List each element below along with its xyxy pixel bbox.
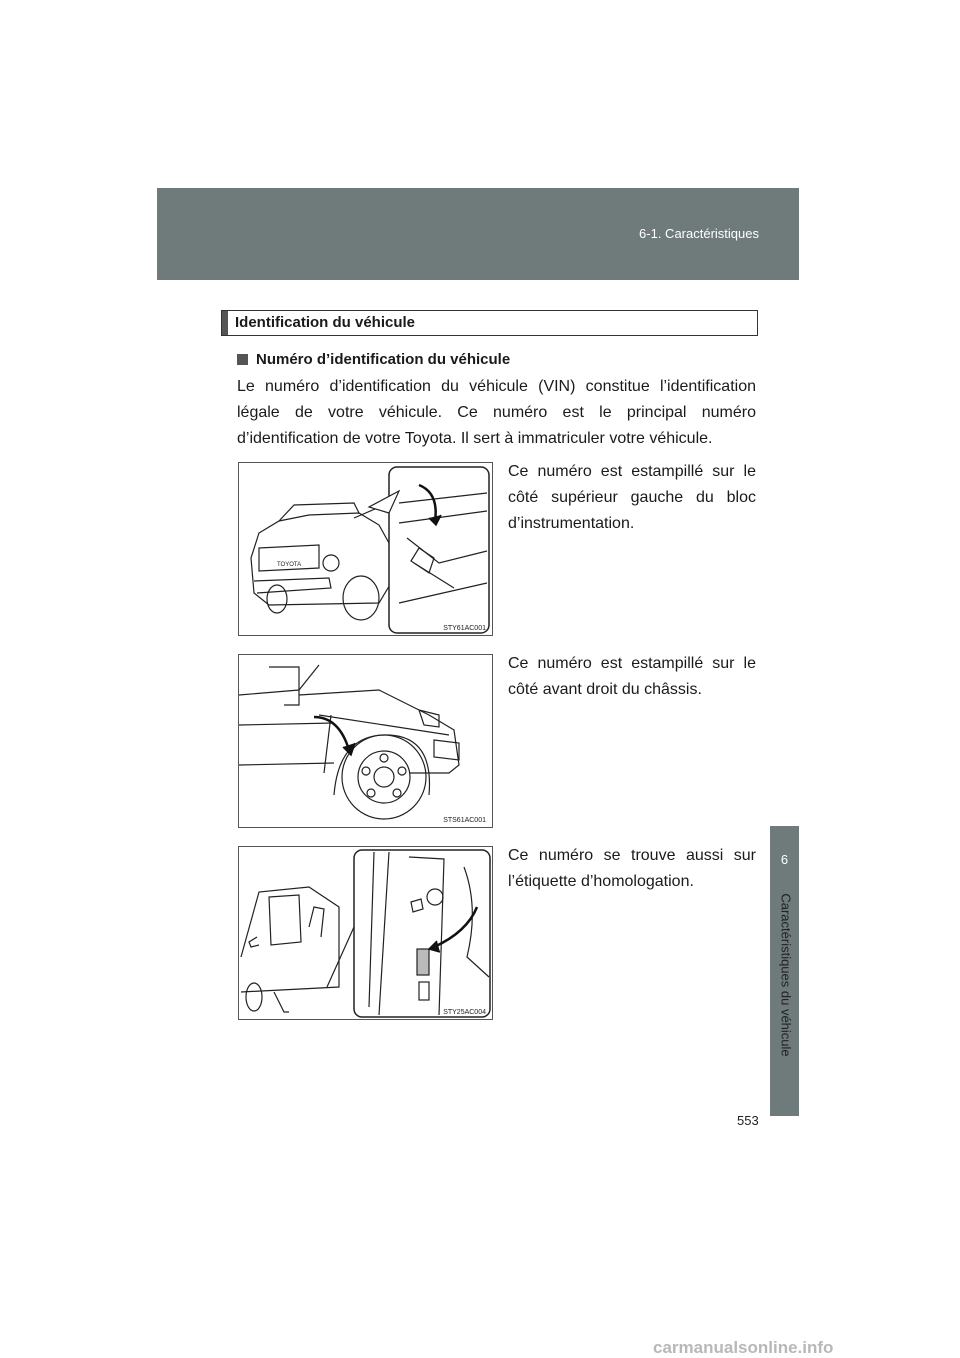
- footer-watermark: carmanualsonline.info: [653, 1338, 834, 1357]
- section-heading: [221, 310, 758, 336]
- chapter-header: [157, 188, 799, 280]
- section-title: Identification du véhicule: [235, 314, 416, 331]
- vehicle-side-illustration: [239, 655, 492, 827]
- chapter-tab-text: Caractéristiques du véhicule: [778, 893, 794, 1057]
- chapter-section-title: 6-1. Caractéristiques: [639, 226, 759, 241]
- intro-paragraph: Le numéro d’identification du véhicule (VIN) constitue l’identification légale de votre véhicule. Ce numéro est le principal numéro d’identification de votre Toyota. Il sert à immatriculer votre véhicule.: [237, 378, 756, 447]
- door-pillar-illustration: [239, 847, 492, 1019]
- vehicle-front-illustration: [239, 463, 492, 635]
- chapter-tab-label: [768, 860, 804, 1090]
- figure-label-vin: [238, 846, 493, 1020]
- svg-text:TOYOTA: TOYOTA: [277, 562, 302, 568]
- figure-dashboard-vin: [238, 462, 493, 636]
- figure-caption: Ce numéro est estampillé sur le côté supérieur gauche du bloc d’instrumentation.: [508, 463, 756, 532]
- subheading: [237, 351, 510, 368]
- page-number: 553: [737, 1113, 759, 1128]
- chapter-number: 6: [780, 852, 789, 867]
- square-bullet-icon: [237, 354, 248, 365]
- section-heading-bar: [222, 311, 228, 335]
- figure-frame-vin: [238, 654, 493, 828]
- figure-code: STY25AC004: [443, 1009, 486, 1016]
- figure-code: STS61AC001: [443, 817, 486, 824]
- figure-caption: Ce numéro est estampillé sur le côté avant droit du châssis.: [508, 655, 756, 698]
- figure-code: STY61AC001: [443, 625, 486, 632]
- subheading-text: Numéro d’identification du véhicule: [256, 351, 511, 368]
- figure-caption: Ce numéro se trouve aussi sur l’étiquette d’homologation.: [508, 847, 756, 890]
